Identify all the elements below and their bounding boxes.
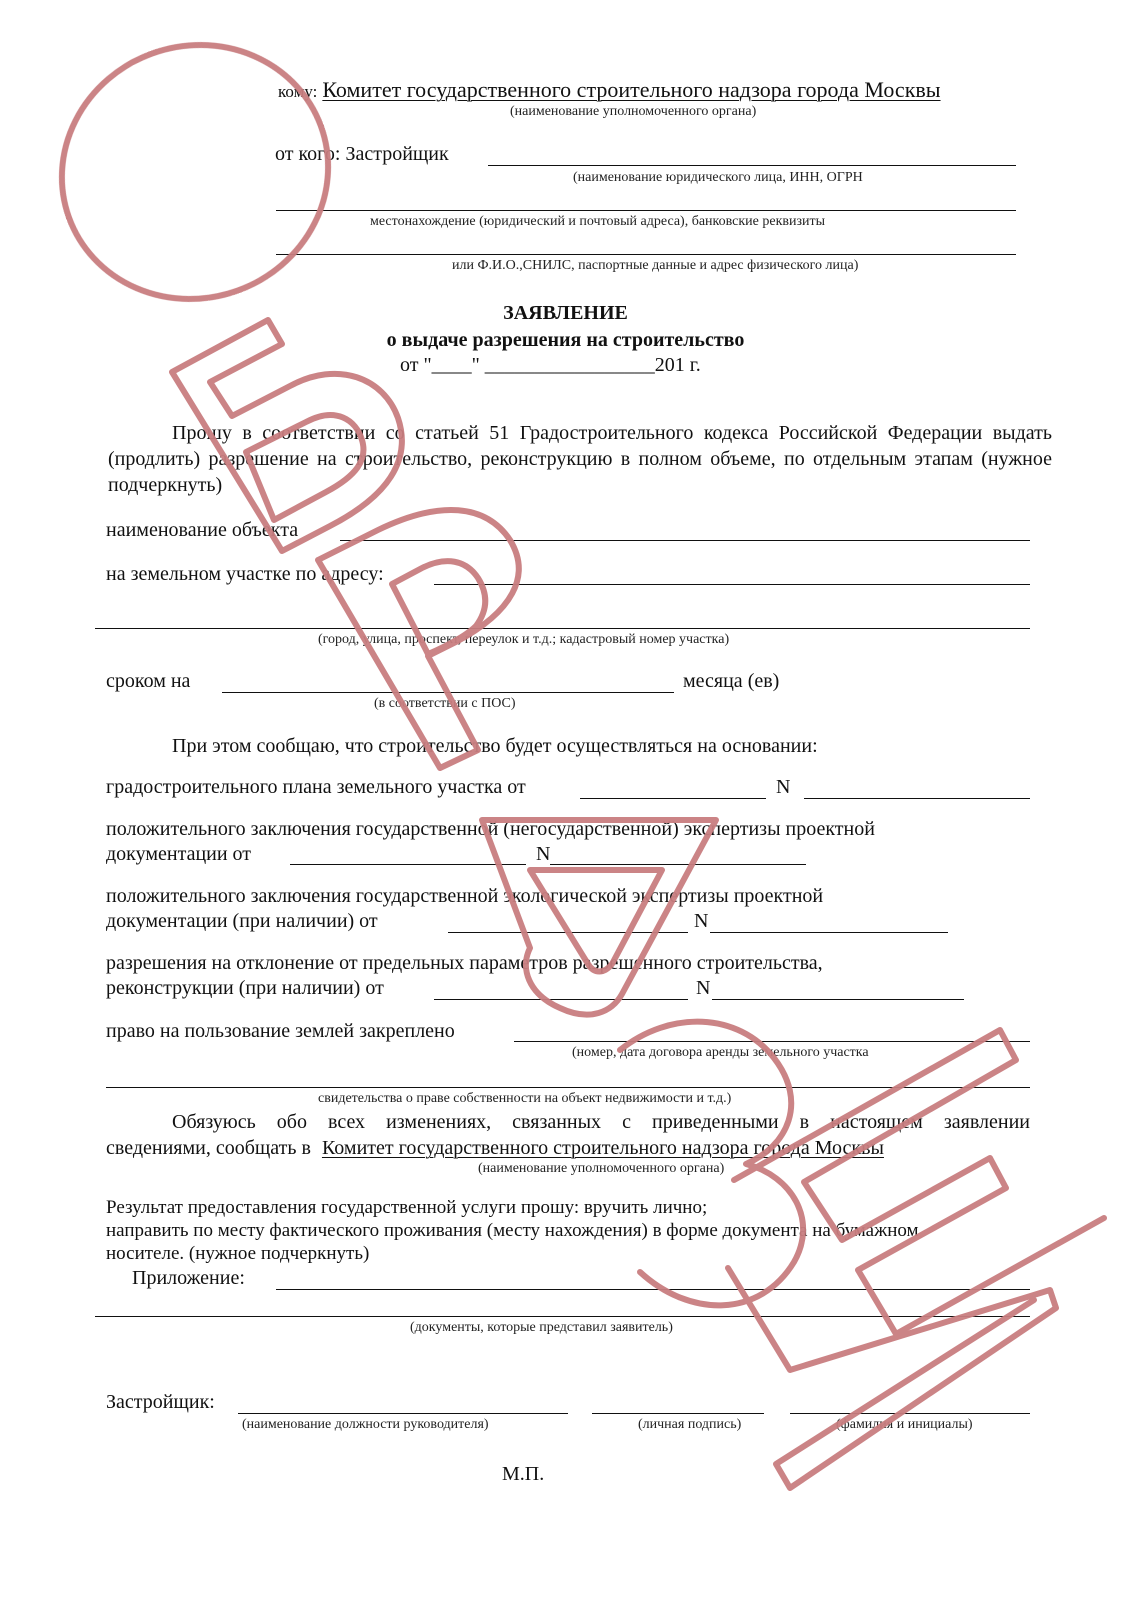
obligation-authority: Комитет государственного строительного надзора города Москвы (321, 1137, 884, 1159)
expertise-line-1: положительного заключения государственной (негосударственной) экспертизы проектной (106, 818, 875, 840)
deviation-line-1: разрешения на отклонение от предельных параметров разрешенного строительства, (106, 952, 823, 974)
recipient-row (278, 78, 941, 104)
eco-expertise-line-1: положительного заключения государственной экологической экспертизы проектной (106, 885, 824, 907)
eco-expertise-number-line[interactable] (710, 932, 948, 933)
name-caption: (фамилия и инициалы) (836, 1417, 973, 1432)
sender-caption-legal: (наименование юридического лица, ИНН, ОГРН (573, 170, 863, 185)
sender-caption-person: или Ф.И.О.,СНИЛС, паспортные данные и адрес физического лица) (452, 258, 859, 273)
deviation-number-label: N (696, 977, 711, 999)
term-line[interactable] (222, 692, 674, 693)
stamp-letter-o (26, 8, 364, 336)
object-name-label: наименование объекта (106, 519, 299, 541)
sender-address-line[interactable] (276, 210, 1016, 211)
developer-label: Застройщик: (106, 1391, 215, 1413)
land-right-caption-2: свидетельства о праве собственности на объект недвижимости и т.д.) (318, 1091, 732, 1106)
document-title: ЗАЯВЛЕНИЕ (503, 302, 628, 324)
recipient-authority: Комитет государственного строительного надзора города Москвы (322, 77, 941, 102)
term-unit: месяца (ев) (683, 670, 780, 692)
expertise-date-line[interactable] (290, 864, 526, 865)
name-line[interactable] (790, 1413, 1030, 1414)
gpzu-number-line[interactable] (804, 798, 1030, 799)
address-caption: (город, улица, проспект, переулок и т.д.; кадастровый номер участка) (318, 632, 730, 647)
address-line-2[interactable] (95, 628, 1030, 629)
result-line-1: Результат предоставления государственной услуги прошу: вручить лично; (106, 1197, 708, 1218)
obligation-prefix: сведениями, сообщать в (106, 1137, 311, 1159)
deviation-date-line[interactable] (434, 999, 688, 1000)
expertise-number-line[interactable] (550, 864, 806, 865)
land-right-line-2[interactable] (106, 1087, 1030, 1088)
term-caption: (в соответствии с ПОС) (374, 696, 516, 711)
seal-mark: М.П. (502, 1463, 545, 1485)
stamp-letter-ts (728, 1268, 1056, 1488)
result-line-2: направить по месту фактического проживания (месту нахождения) в форме документа на бумажном (106, 1220, 919, 1241)
expertise-number-label: N (536, 843, 551, 865)
position-line[interactable] (238, 1413, 568, 1414)
attachment-caption: (документы, которые представил заявитель) (410, 1320, 673, 1335)
attachment-label: Приложение: (132, 1267, 245, 1289)
obligation-line-2 (106, 1136, 884, 1160)
sender-name-line[interactable] (488, 165, 1016, 166)
deviation-number-line[interactable] (712, 999, 964, 1000)
basis-intro: При этом сообщаю, что строительство будет осуществляться на основании: (172, 735, 818, 757)
attachment-line-2[interactable] (95, 1316, 1030, 1317)
signature-line[interactable] (592, 1413, 764, 1414)
deviation-line-2: реконструкции (при наличии) от (106, 977, 384, 999)
signature-caption: (личная подпись) (638, 1417, 742, 1432)
obligation-caption: (наименование уполномоченного органа) (478, 1161, 725, 1176)
object-name-line[interactable] (340, 540, 1030, 541)
obligation-line-1: Обязуюсь обо всех изменениях, связанных с приведенными в настоящем заявлении (172, 1111, 1030, 1133)
expertise-line-2: документации от (106, 843, 252, 865)
address-label: на земельном участке по адресу: (106, 563, 384, 585)
recipient-caption: (наименование уполномоченного органа) (510, 104, 757, 119)
document-subtitle: о выдаче разрешения на строительство (386, 329, 745, 351)
land-right-caption-1: (номер, дата договора аренды земельного участка (572, 1045, 869, 1060)
address-line[interactable] (434, 584, 1030, 585)
result-line-3: носителе. (нужное подчеркнуть) (106, 1243, 370, 1264)
attachment-line[interactable] (276, 1289, 1030, 1290)
stamp-letter-a (482, 820, 716, 1015)
land-right-label: право на пользование землей закреплено (106, 1020, 455, 1042)
eco-expertise-number-label: N (694, 910, 709, 932)
gpzu-date-line[interactable] (580, 798, 766, 799)
eco-expertise-date-line[interactable] (448, 932, 688, 933)
term-label: сроком на (106, 670, 191, 692)
recipient-prefix: кому: (278, 82, 318, 101)
position-caption: (наименование должности руководителя) (242, 1417, 489, 1432)
sender-caption-address: местонахождение (юридический и почтовый адреса), банковские реквизиты (370, 214, 826, 229)
sender-person-line[interactable] (276, 254, 1016, 255)
document-date: от "____" _________________201 г. (400, 354, 701, 376)
sender-label: от кого: Застройщик (275, 143, 449, 165)
gpzu-label: градостроительного плана земельного участка от (106, 776, 526, 798)
gpzu-number-label: N (776, 776, 791, 798)
eco-expertise-line-2: документации (при наличии) от (106, 910, 378, 932)
request-paragraph: Прошу в соответствии со статьей 51 Градостроительного кодекса Российской Федерации выдать (продлить) разрешение на строительство, реконструкцию в полном объеме, по отдельным этапам (нужное подчеркнуть) (108, 422, 1052, 496)
land-right-line[interactable] (514, 1041, 1030, 1042)
